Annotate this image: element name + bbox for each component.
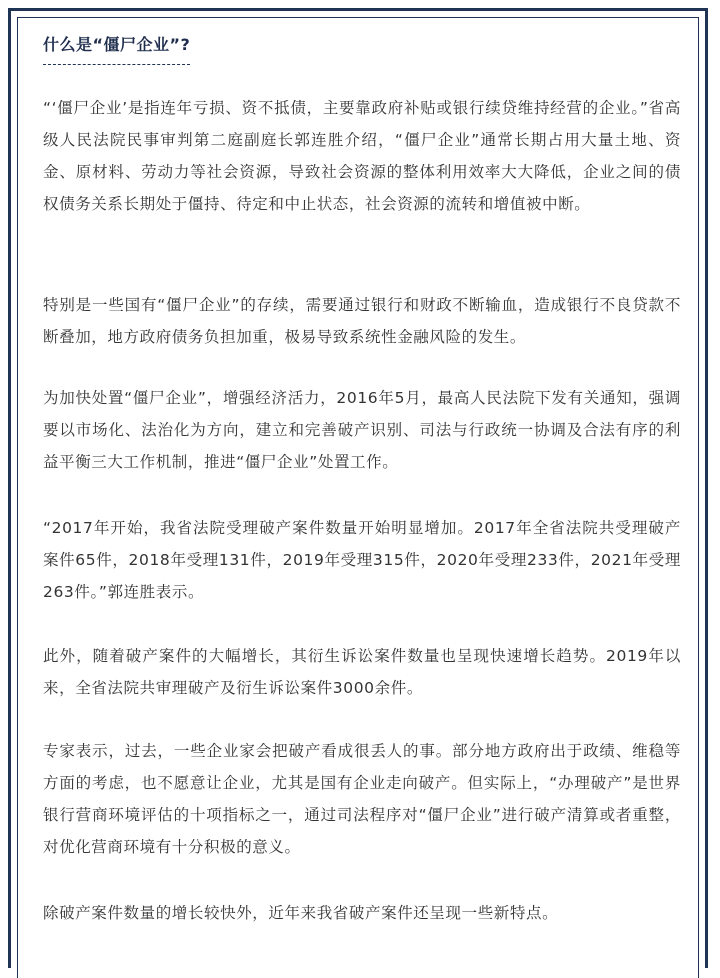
paragraph-4: “2017年开始，我省法院受理破产案件数量开始明显增加。2017年全省法院共受理破产案件65件，2018年受理131件，2019年受理315件，2020年受理233件，2021年受理263件。”郭连胜表示。 [43, 519, 681, 601]
paragraph-5: 此外，随着破产案件的大幅增长，其衍生诉讼案件数量也呈现快速增长趋势。2019年以来，全省法院共审理破产及衍生诉讼案件3000余件。 [43, 647, 681, 697]
paragraph-2: 特别是一些国有“僵尸企业”的存续，需要通过银行和财政不断输血，造成银行不良贷款不断叠加，地方政府债务负担加重，极易导致系统性金融风险的发生。 [43, 296, 681, 346]
paragraph-6: 专家表示，过去，一些企业家会把破产看成很丢人的事。部分地方政府出于政绩、维稳等方面的考虑，也不愿意让企业，尤其是国有企业走向破产。但实际上，“办理破产”是世界银行营商环境评估的十项指标之一，通过司法程序对“僵尸企业”进行破产清算或者重整，对优化营商环境有十分积极的意义。 [43, 742, 681, 856]
section-heading: 什么是“僵尸企业”? [43, 32, 190, 65]
article-content [43, 32, 681, 922]
paragraph-7: 除破产案件数量的增长较快外，近年来我省破产案件还呈现一些新特点。 [43, 904, 559, 922]
paragraph-1: “‘僵尸企业’是指连年亏损、资不抵债，主要靠政府补贴或银行续贷维持经营的企业。”省高级人民法院民事审判第二庭副庭长郭连胜介绍，“僵尸企业”通常长期占用大量土地、资金、原材料、劳动力等社会资源，导致社会资源的整体利用效率大大降低，企业之间的债权债务关系长期处于僵持、待定和中止状态，社会资源的流转和增值被中断。 [43, 99, 681, 213]
paragraph-3: 为加快处置“僵尸企业”，增强经济活力，2016年5月，最高人民法院下发有关通知，强调要以市场化、法治化为方向，建立和完善破产识别、司法与行政统一协调及合法有序的利益平衡三大工作机制，推进“僵尸企业”处置工作。 [43, 389, 681, 471]
